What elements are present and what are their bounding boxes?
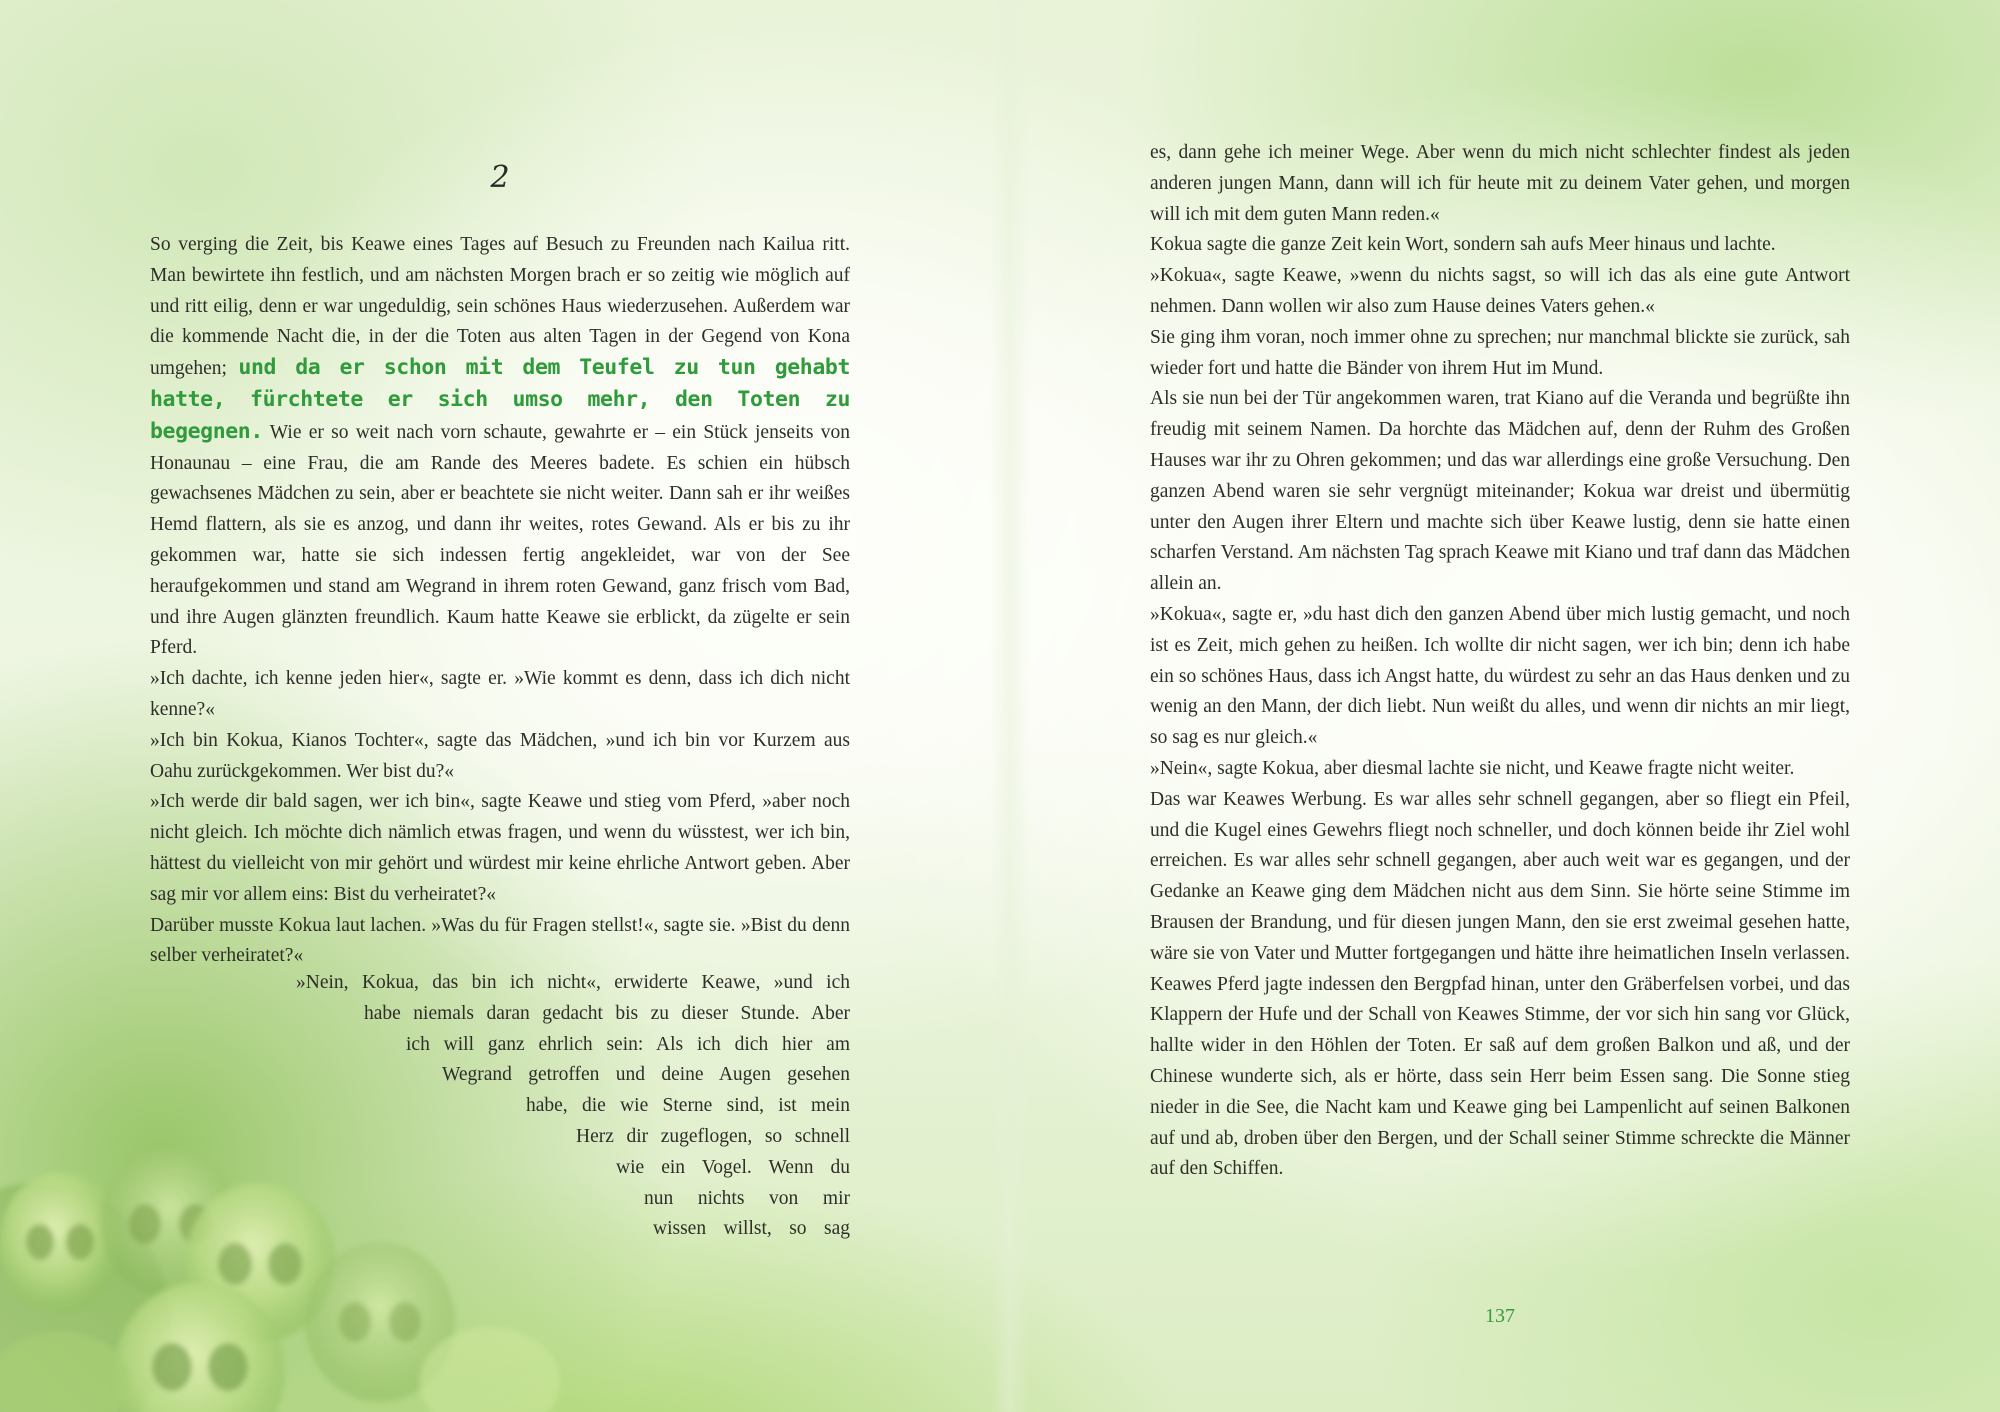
shaped-text-block <box>150 968 850 1245</box>
chapter-number: 2 <box>490 160 510 195</box>
paragraph: »Kokua«, sagte Keawe, »wenn du nichts sagst, so will ich das als eine gute Antwort nehmen. Dann wollen wir also zum Hause deines Vaters gehen.« <box>1150 265 1850 317</box>
paragraph: Kokua sagte die ganze Zeit kein Wort, sondern sah aufs Meer hinaus und lachte. <box>1150 234 1776 256</box>
paragraph: es, dann gehe ich meiner Wege. Aber wenn du mich nicht schlechter findest als jeden anderen jungen Mann, dann will ich für heute mit zu deinem Vater gehen, und morgen will ich mit dem guten Mann reden.« <box>1150 142 1850 225</box>
left-body-text <box>150 230 850 972</box>
paragraph-text: So verging die Zeit, bis Keawe eines Tages auf Besuch zu Freunden nach Kailua ritt. Man bewirtete ihn festlich, und am nächsten Morgen brach er so zeitig wie möglich auf und ritt eilig, denn er war ungeduldig, sein schönes Haus wiederzusehen. Außerdem war die kommende Nacht die, in der die Toten aus alten Tagen in der Gegend von Kona umgehen; <box>150 234 850 380</box>
shaped-line: wie ein Vogel. Wenn du <box>616 1156 850 1178</box>
shaped-line: ich will ganz ehrlich sein: Als ich dich hier am <box>406 1033 850 1055</box>
paragraph: »Ich bin Kokua, Kianos Tochter«, sagte das Mädchen, »und ich bin vor Kurzem aus Oahu zurückgekommen. Wer bist du?« <box>150 729 850 782</box>
paragraph: Als sie nun bei der Tür angekommen waren, trat Kiano auf die Veranda und begrüßte ihn freudig mit seinem Namen. Da horchte das Mädchen auf, denn der Ruhm des Großen Hauses war ihr zu Ohren gekommen; und das war allerdings eine große Versuchung. Den ganzen Abend waren sie sehr vergnügt miteinander; Kokua war dreist und übermütig unter den Augen ihrer Eltern und machte sich über Keawe lustig, denn sie hatte einen scharfen Verstand. Am nächsten Tag sprach Keawe mit Kiano und traf dann das Mädchen allein an. <box>1150 388 1850 595</box>
paragraph: Darüber musste Kokua laut lachen. »Was du für Fragen stellst!«, sagte sie. »Bist du denn selber verheiratet?« <box>150 914 850 967</box>
right-page <box>1000 0 2000 1412</box>
paragraph <box>150 230 850 664</box>
paragraph: »Ich werde dir bald sagen, wer ich bin«, sagte Keawe und stieg vom Pferd, »aber noch nicht gleich. Ich möchte dich nämlich etwas fragen, und wenn du wüsstest, wer ich bin, hättest du vielleicht von mir gehört und würdest mir keine ehrliche Antwort geben. Aber sag mir vor allem eins: Bist du verheiratet?« <box>150 791 850 905</box>
paragraph-text: Wie er so weit nach vorn schaute, gewahrte er – ein Stück jenseits von Honaunau – eine Frau, die am Rande des Meeres badete. Es schien ein hübsch gewachsenes Mädchen zu sein, aber er beachtete sie nicht weiter. Dann sah er ihr weißes Hemd flattern, als sie es anzog, und dann ihr weites, rotes Gewand. Als er bis zu ihr gekommen war, hatte sie sich indessen fertig angekleidet, war von der See heraufgekommen und stand am Wegrand in ihrem roten Gewand, ganz frisch vom Bad, und ihre Augen glänzten freundlich. Kaum hatte Keawe sie erblickt, da zügelte er sein Pferd. <box>150 421 850 659</box>
paragraph: »Nein«, sagte Kokua, aber diesmal lachte sie nicht, und Keawe fragte nicht weiter. <box>1150 757 1795 779</box>
page-number: 137 <box>1485 1305 1515 1327</box>
shaped-line: habe, die wie Sterne sind, ist mein <box>526 1095 850 1117</box>
shaped-line: wissen willst, so sag <box>653 1218 850 1240</box>
shaped-line: Wegrand getroffen und deine Augen gesehen <box>442 1064 850 1086</box>
shaped-line: Herz dir zugeflogen, so schnell <box>576 1125 850 1147</box>
paragraph: Sie ging ihm voran, noch immer ohne zu sprechen; nur manchmal blickte sie zurück, sah wieder fort und hatte die Bänder von ihrem Hut im Mund. <box>1150 326 1850 379</box>
shaped-line: nun nichts von mir <box>644 1187 850 1209</box>
paragraph: »Kokua«, sagte er, »du hast dich den ganzen Abend über mich lustig gemacht, und noch ist es Zeit, mich gehen zu heißen. Ich wollte dir nicht sagen, wer ich bin; denn ich habe ein so schönes Haus, dass ich Angst hatte, du würdest zu sehr an das Haus denken und zu wenig an den Mann, der dich liebt. Nun weißt du alles, und wenn dir nichts an mir liegt, so sag es nur gleich.« <box>1150 603 1850 749</box>
paragraph: Das war Keawes Werbung. Es war alles sehr schnell gegangen, aber so fliegt ein Pfeil, und die Kugel eines Gewehrs fliegt noch schneller, und doch können beide ihr Ziel wohl erreichen. Es war alles sehr schnell gegangen, aber auch weit war es gegangen, und der Gedanke an Keawe ging dem Mädchen nicht aus dem Sinn. Sie hörte seine Stimme im Brausen der Brandung, und für diesen jungen Mann, den sie erst zweimal gesehen hatte, wäre sie von Vater und Mutter fortgegangen und hätte ihre heimatlichen Inseln verlassen. Keawes Pferd jagte indessen den Bergpfad hinan, unter den Gräberfelsen vorbei, und das Klappern der Hufe und der Schall von Keawes Stimme, der vor sich hin sang vor Glück, hallte wider in den Höhlen der Toten. Er saß auf dem großen Balkon und aß, und der Chinese wunderte sich, als er hörte, dass sein Herr beim Essen sang. Die Sonne stieg nieder in die See, die Nacht kam und Keawe ging bei Lampenlicht auf seinen Balkonen auf und ab, droben über den Bergen, und der Schall seiner Stimme schreckte die Männer auf den Schiffen. <box>1150 788 1850 1180</box>
paragraph: »Ich dachte, ich kenne jeden hier«, sagte er. »Wie kommt es denn, dass ich dich nicht kenne?« <box>150 668 850 720</box>
highlighted-sentence: und da er schon mit dem Teufel zu tun gehabt hatte, fürchtete er sich umso mehr, den Toten zu begegnen. <box>150 355 850 444</box>
shaped-line: »Nein, Kokua, das bin ich nicht«, erwiderte Keawe, »und ich <box>296 972 850 993</box>
shaped-line: habe niemals daran gedacht bis zu dieser Stunde. Aber <box>364 1002 850 1024</box>
right-body-text <box>1150 138 1850 1185</box>
